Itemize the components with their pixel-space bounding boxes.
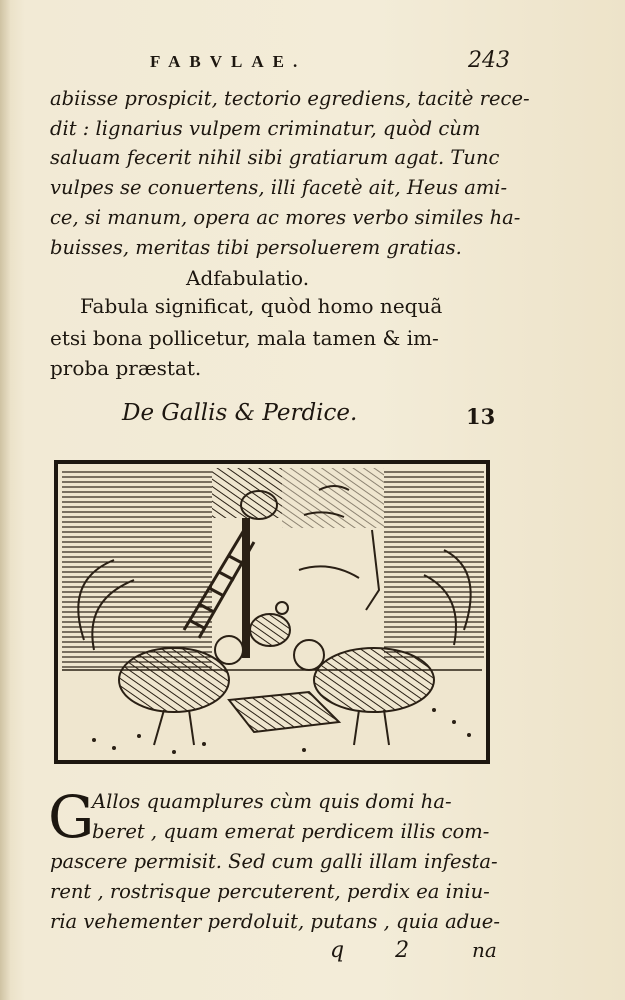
prev-fable-line: buisses, meritas tibi persoluerem gratias.: [50, 236, 462, 259]
fable-text-line: beret , quam emerat perdicem illis com-: [92, 820, 490, 843]
prev-fable-line: dit : lignarius vulpem criminatur, quòd cùm: [50, 117, 481, 140]
catchword: na: [472, 938, 497, 962]
page-header: [150, 48, 510, 82]
page-number: 243: [468, 48, 510, 73]
adfabulatio-title: Adfabulatio.: [186, 266, 310, 290]
prev-fable-line: saluam fecerit nihil sibi gratiarum agat. Tunc: [50, 146, 500, 169]
fable-text-line: rent , rostrisque percuterent, perdix ea iniu-: [50, 880, 490, 903]
woodcut-illustration-roosters-partridge: [54, 460, 490, 764]
fable-number: 13: [466, 404, 496, 429]
fable-text-line: pascere permisit. Sed cum galli illam infesta-: [50, 850, 498, 873]
fable-text-line: Allos quamplures cùm quis domi ha-: [92, 790, 452, 813]
moral-line: etsi bona pollicetur, mala tamen & im-: [50, 326, 439, 350]
prev-fable-line: abiisse prospicit, tectorio egrediens, tacitè rece-: [50, 87, 530, 110]
prev-fable-line: vulpes se conuertens, illi facetè ait, Heus ami-: [50, 176, 508, 199]
page-gutter-shadow: [0, 0, 10, 1000]
running-title: FABVLAE.: [150, 52, 307, 71]
fable-text-line: ria vehementer perdoluit, putans , quia adue-: [50, 910, 500, 933]
prev-fable-line: ce, si manum, opera ac mores verbo similes ha-: [50, 206, 521, 229]
drop-cap-letter: G: [48, 783, 95, 851]
signature-mark: q 2: [330, 938, 432, 963]
fable-title: De Gallis & Perdice.: [122, 400, 358, 426]
moral-line: Fabula significat, quòd homo nequã: [80, 294, 443, 318]
moral-line: proba præstat.: [50, 356, 202, 380]
